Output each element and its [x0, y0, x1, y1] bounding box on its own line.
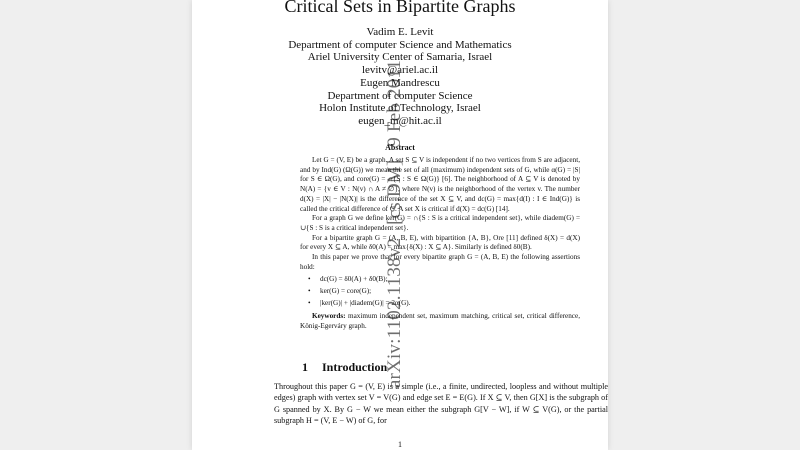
author-institution: Holon Institute of Technology, Israel	[319, 102, 481, 114]
author-email: levitv@ariel.ac.il	[361, 63, 439, 76]
paper-title: Critical Sets in Bipartite Graphs	[284, 0, 516, 16]
arxiv-id: arXiv:1102.1138v2	[384, 237, 405, 389]
abstract-paragraph: For a graph G we define ker(G) = ∩{S : S is a critical independent set}, while diadem(G) = ∪{S : S is a critical independent set}.	[300, 214, 580, 232]
arxiv-date: 9 Feb 2011	[384, 59, 405, 147]
section-heading	[302, 360, 387, 375]
abstract-heading: Abstract	[385, 143, 415, 152]
section-number: 1	[302, 360, 308, 374]
keywords-line	[300, 312, 580, 331]
author-name: Eugen Mandrescu	[360, 77, 440, 89]
intro-paragraph: Throughout this paper G = (V, E) is a simple (i.e., a finite, undirected, loopless and without multiple edges) graph with vertex set V = V(G) and edge set E = E(G). If X ⊆ V, then G[X] is the subgraph of G spanned by X. By G − W we mean either the subgraph G[V − W], if W ⊆ V(G), or the partial subgraph H = (V, E − W) of G, for	[274, 382, 608, 426]
paper-page	[192, 0, 608, 450]
keywords-label: Keywords:	[312, 312, 346, 321]
abstract-paragraph: For a bipartite graph G = (A, B, E), with bipartition {A, B}, Ore [11] defined δ(X) = d(X) for every X ⊆ A, while δ0(A) = max{δ(X) : X ⊆ A}. Similarly is defined δ0(B).	[300, 233, 580, 252]
abstract-paragraph: Let G = (V, E) be a graph. A set S ⊆ V is independent if no two vertices from S are adjacent, and by Ind(G) (Ω(G)) we mean the set of all (maximum) independent sets of G, while α(G) = |S| for S ∈ Ω(G), and core(G) = ∩{S : S ∈ Ω(G)} [6]. The neighborhood of A ⊆ V is denoted by N(A) = {v ∈ V : N(v) ∩ A ≠ ∅}, where N(v) is the neighborhood of the vertex v. The number d(X) = |X| − |N(X)| is the difference of the set X ⊆ V, and dc(G) = max{d(I) : I ∈ Ind(G)} is called the critical difference of G. A set X is critical if d(X) = dc(G) [14].	[300, 156, 580, 213]
arxiv-category: [cs.DM]	[384, 159, 405, 225]
assertion-item: • ker(G) = core(G);	[300, 287, 580, 296]
assertion-item: • |ker(G)| + |diadem(G)| = 2α(G).	[300, 299, 580, 308]
author-department: Department of computer Science and Mathematics	[288, 38, 512, 51]
abstract-paragraph: In this paper we prove that for every bipartite graph G = (A, B, E) the following assertions hold:	[300, 253, 580, 271]
abstract-body	[300, 156, 580, 332]
keywords-text: maximum independent set, maximum matching, critical set, critical difference, König-Egerváry graph.	[300, 312, 580, 331]
section-title: Introduction	[322, 360, 388, 374]
author-block-2	[192, 77, 608, 127]
author-institution: Ariel University Center of Samaria, Israel	[307, 51, 493, 63]
author-email: eugen_m@hit.ac.il	[358, 114, 442, 127]
author-department: Department of computer Science	[327, 89, 473, 102]
assertion-item: • dc(G) = δ0(A) + δ0(B);	[300, 275, 580, 284]
page-number: 1	[398, 440, 402, 449]
assertion-list	[300, 275, 580, 308]
author-block-1	[192, 26, 608, 76]
author-name: Vadim E. Levit	[366, 26, 434, 38]
